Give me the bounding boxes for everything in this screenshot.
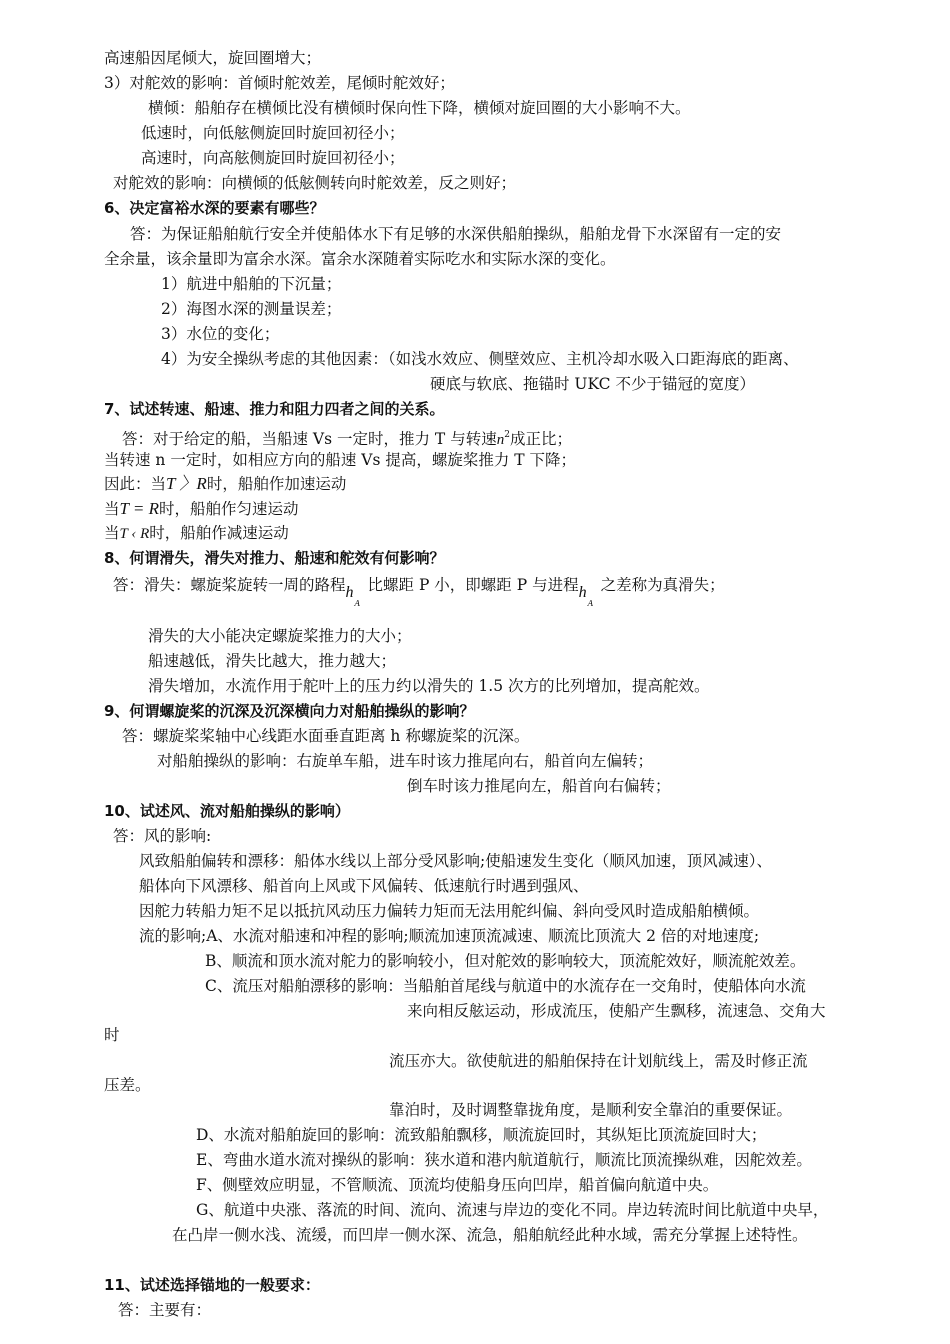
text-line: 压差。: [104, 1076, 151, 1094]
text-line: 答：主要有：: [118, 1301, 212, 1319]
text-line: D、水流对船舶旋回的影响：流致船舶飘移，顺流旋回时，其纵矩比顶流旋回时大；: [196, 1126, 767, 1144]
formula: T ‹ R: [119, 526, 150, 542]
text-line: C、流压对船舶漂移的影响：当船舶首尾线与航道中的水流存在一交角时，使船体向水流: [205, 977, 806, 995]
question-heading: 8、何谓滑失，滑失对推力、船速和舵效有何影响？: [104, 549, 445, 567]
text-line: 靠泊时，及时调整靠拢角度，是顺利安全靠泊的重要保证。: [389, 1101, 793, 1119]
list-item: 1）航进中船舶的下沉量；: [161, 275, 342, 293]
text-line: 流的影响;A、水流对船速和冲程的影响;顺流加速顶流减速、顺流比顶流大 2 倍的对地速度;: [139, 927, 760, 945]
formula: h A: [345, 584, 361, 608]
text-line: 船速越低，滑失比越大，推力越大；: [148, 652, 397, 670]
list-item: 4）为安全操纵考虑的其他因素：（如浅水效应、侧壁效应、主机冷却水吸入口距海底的距离、: [161, 350, 799, 368]
text-line: 当T ‹ R时，船舶作减速运动: [104, 524, 289, 542]
text-line: 低速时，向低舷侧旋回时旋回初径小；: [141, 124, 405, 142]
text-line: 横倾：船舶存在横倾比没有横倾时保向性下降，横倾对旋回圈的大小影响不大。: [148, 99, 691, 117]
text-line: 因舵力转船力矩不足以抵抗风动压力偏转力矩而无法用舵纠偏、斜向受风时造成船舶横倾。: [139, 902, 760, 920]
text-line: 在凸岸一侧水浅、流缓，而凹岸一侧水深、流急，船舶航经此种水域，需充分掌握上述特性。: [172, 1226, 808, 1244]
text-line: 时: [104, 1026, 120, 1044]
text-line: 答：风的影响:: [113, 827, 212, 845]
text-line: 答：螺旋桨桨轴中心线距水面垂直距离 h 称螺旋桨的沉深。: [122, 727, 530, 745]
list-item: 2）海图水深的测量误差；: [161, 300, 342, 318]
text-line: 流压亦大。欲使航进的船舶保持在计划航线上，需及时修正流: [389, 1052, 808, 1070]
text-line: 对船舶操纵的影响：右旋单车船，进车时该力推尾向右，船首向左偏转；: [157, 752, 654, 770]
text-line: 答：对于给定的船，当船速 Vs 一定时，推力 T 与转速$n^2$成正比；: [122, 430, 572, 448]
text-line: G、航道中央涨、落流的时间、流向、流速与岸边的变化不同。岸边转流时间比航道中央早，: [196, 1201, 829, 1219]
formula: T 〉R: [166, 474, 207, 493]
question-heading: 10、试述风、流对船舶操纵的影响）: [104, 802, 350, 820]
question-heading: 11、试述选择锚地的一般要求：: [104, 1276, 320, 1294]
text-line: 倒车时该力推尾向左，船首向右偏转；: [407, 777, 671, 795]
text-line: 硬底与软底、拖锚时 UKC 不少于锚冠的宽度）: [430, 375, 755, 393]
text-line: 高速船因尾倾大，旋回圈增大；: [104, 49, 322, 67]
text-line: 船体向下风漂移、船首向上风或下风偏转、低速航行时遇到强风、: [139, 877, 589, 895]
text-line: 3）对舵效的影响：首倾时舵效差，尾倾时舵效好；: [104, 74, 455, 92]
text-line: B、顺流和顶水流对舵力的影响较小，但对舵效的影响较大，顶流舵效好，顺流舵效差。: [205, 952, 806, 970]
text-line: F、侧壁效应明显，不管顺流、顶流均使船身压向凹岸，船首偏向航道中央。: [196, 1176, 719, 1194]
text-line: 滑失增加，水流作用于舵叶上的压力约以滑失的 1.5 次方的比列增加，提高舵效。: [148, 677, 710, 695]
question-heading: 9、何谓螺旋桨的沉深及沉深横向力对船舶操纵的影响？: [104, 702, 475, 720]
text-line: 因此：当T 〉R时，船舶作加速运动: [104, 474, 347, 493]
text-line: 高速时，向高舷侧旋回时旋回初径小；: [141, 149, 405, 167]
text-line: 滑失的大小能决定螺旋桨推力的大小；: [148, 627, 412, 645]
text-line: 答：滑失：螺旋桨旋转一周的路程 h A 比螺距 P 小，即螺距 P 与进程 h A 之差称为真滑失；: [113, 576, 725, 608]
text-line: 对舵效的影响：向横倾的低舷侧转向时舵效差，反之则好；: [113, 174, 517, 192]
formula: h A: [578, 584, 594, 608]
list-item: 3）水位的变化；: [161, 325, 280, 343]
formula: T = R: [119, 499, 160, 518]
text-line: 风致船舶偏转和漂移：船体水线以上部分受风影响;使船速发生变化（顺风加速，顶风减速）、: [139, 852, 772, 870]
text-line: 来向相反舷运动，形成流压，使船产生飘移，流速急、交角大: [407, 1002, 826, 1020]
text-line: 答：为保证船舶航行安全并使船体水下有足够的水深供船舶操纵，船舶龙骨下水深留有一定的安: [130, 225, 782, 243]
text-line: E、弯曲水道水流对操纵的影响：狭水道和港内航道航行，顺流比顶流操纵难，因舵效差。: [196, 1151, 812, 1169]
question-heading: 7、试述转速、船速、推力和阻力四者之间的关系。: [104, 400, 445, 418]
question-heading: 6、决定富裕水深的要素有哪些？: [104, 199, 325, 217]
text-line: 当T = R时，船舶作匀速运动: [104, 499, 299, 518]
text-line: 全余量，该余量即为富余水深。富余水深随着实际吃水和实际水深的变化。: [104, 250, 616, 268]
text-line: 当转速 n 一定时，如相应方向的船速 Vs 提高，螺旋桨推力 T 下降；: [104, 451, 577, 469]
